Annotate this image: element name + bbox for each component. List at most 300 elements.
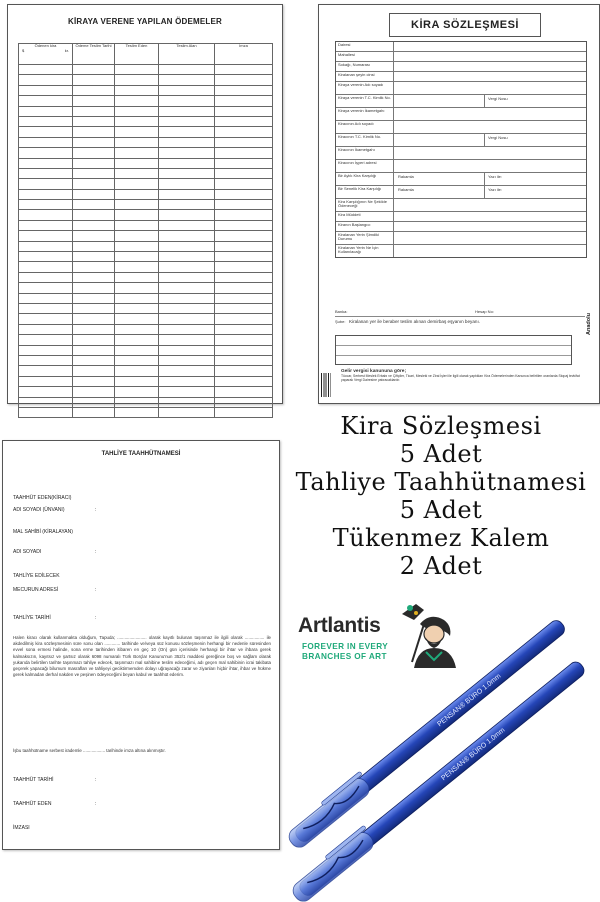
- table-row: [19, 272, 273, 282]
- contract-field-label: Dairesi: [336, 42, 394, 51]
- promo-line: Tükenmez Kalem: [332, 524, 550, 552]
- contract-field-row: [336, 245, 586, 257]
- ledger-column-header: İmza: [215, 44, 273, 65]
- ledger-cell[interactable]: [73, 85, 115, 95]
- ledger-cell[interactable]: [73, 241, 115, 251]
- ledger-cell[interactable]: [115, 283, 159, 293]
- ledger-cell[interactable]: [159, 200, 215, 210]
- field-colon: :: [95, 507, 97, 513]
- ledger-cell[interactable]: [19, 293, 73, 303]
- ledger-column-header: Teslim Eden: [115, 44, 159, 65]
- ledger-cell[interactable]: [215, 168, 273, 178]
- ledger-cell[interactable]: [19, 283, 73, 293]
- ledger-cell[interactable]: [159, 106, 215, 116]
- ledger-cell[interactable]: [159, 345, 215, 355]
- contract-field-row: [336, 222, 586, 232]
- ledger-cell[interactable]: [159, 210, 215, 220]
- ledger-cell[interactable]: [19, 252, 73, 262]
- contract-field-row: [336, 108, 586, 121]
- ledger-cell[interactable]: [159, 179, 215, 189]
- table-row: [19, 127, 273, 137]
- contract-field-label: Kiraya verenin İkametgahı: [336, 108, 394, 120]
- ledger-cell[interactable]: [115, 407, 159, 417]
- ledger-cell[interactable]: [19, 387, 73, 397]
- ledger-cell[interactable]: [115, 116, 159, 126]
- contract-field-value[interactable]: [394, 82, 586, 94]
- ledger-cell[interactable]: [115, 179, 159, 189]
- ledger-cell[interactable]: [73, 96, 115, 106]
- ledger-cell[interactable]: [115, 387, 159, 397]
- ledger-cell[interactable]: [159, 85, 215, 95]
- table-row: [19, 283, 273, 293]
- table-row: [19, 355, 273, 365]
- bank-label: Banka:: [335, 309, 348, 314]
- ledger-column-label: Ödenen kira: [34, 43, 57, 48]
- ledger-cell[interactable]: [215, 241, 273, 251]
- ledger-cell[interactable]: [159, 355, 215, 365]
- ledger-cell[interactable]: [19, 231, 73, 241]
- contract-field-label: Kiraya verenin Adı soyadı: [336, 82, 394, 94]
- evacuation-field-label: TAAHHÜT EDEN(KİRACI): [13, 495, 72, 501]
- contract-field-label: Kiracının İkametgahı: [336, 147, 394, 159]
- ledger-cell[interactable]: [159, 314, 215, 324]
- ledger-cell[interactable]: [73, 158, 115, 168]
- evacuation-field-label: TAHLİYE TARİHİ: [13, 615, 51, 621]
- ledger-cell[interactable]: [215, 252, 273, 262]
- field-colon: :: [95, 801, 97, 807]
- ledger-cell[interactable]: [215, 65, 273, 75]
- contract-field-row: [336, 42, 586, 52]
- ledger-cell[interactable]: [115, 75, 159, 85]
- ledger-cell[interactable]: [215, 96, 273, 106]
- table-row: [19, 65, 273, 75]
- ledger-cell[interactable]: [73, 220, 115, 230]
- ledger-cell[interactable]: [159, 262, 215, 272]
- ledger-cell[interactable]: [215, 148, 273, 158]
- brand-name: Anadolu: [586, 313, 592, 335]
- evacuation-bottom-label: İMZASI: [13, 825, 30, 831]
- evacuation-bottom-label: TAAHHÜT TARİHİ: [13, 777, 54, 783]
- promo-line: Tahliye Taahhütnamesi: [295, 468, 587, 496]
- ledger-cell[interactable]: [19, 314, 73, 324]
- field-colon: :: [95, 777, 97, 783]
- ledger-cell[interactable]: [19, 241, 73, 251]
- ledger-cell[interactable]: [73, 366, 115, 376]
- ledger-cell[interactable]: [19, 272, 73, 282]
- ledger-cell[interactable]: [115, 376, 159, 386]
- ledger-cell[interactable]: [73, 345, 115, 355]
- ledger-cell[interactable]: [115, 168, 159, 178]
- ledger-cell[interactable]: [73, 106, 115, 116]
- ledger-cell[interactable]: [115, 158, 159, 168]
- ledger-cell[interactable]: [115, 210, 159, 220]
- table-row: [19, 407, 273, 417]
- contract-field-label: Sokağı, Numarası: [336, 62, 394, 71]
- ledger-cell[interactable]: [215, 293, 273, 303]
- ledger-cell[interactable]: [73, 397, 115, 407]
- contract-field-label: Bir Aylık Kira Karşılığı: [336, 173, 394, 185]
- ledger-cell[interactable]: [73, 252, 115, 262]
- table-row: [19, 387, 273, 397]
- ledger-cell[interactable]: [115, 324, 159, 334]
- ledger-cell[interactable]: [159, 148, 215, 158]
- promo-line: 5 Adet: [399, 496, 483, 524]
- contract-field-value[interactable]: [394, 42, 586, 51]
- contract-field-row: [336, 212, 586, 222]
- ledger-cell[interactable]: [215, 397, 273, 407]
- ledger-cell[interactable]: [215, 262, 273, 272]
- contract-field-value[interactable]: [394, 232, 586, 244]
- ledger-cell[interactable]: [215, 355, 273, 365]
- evacuation-field-label: ADI SOYADI: [13, 549, 42, 555]
- ledger-cell[interactable]: [159, 335, 215, 345]
- table-row: [19, 303, 273, 313]
- ledger-cell[interactable]: [19, 397, 73, 407]
- contract-field-value[interactable]: [394, 199, 586, 211]
- contract-subfield-label: Yazı ile:: [488, 187, 502, 192]
- contract-field-value[interactable]: [394, 95, 586, 107]
- contract-field-row: [336, 52, 586, 62]
- table-row: [19, 189, 273, 199]
- ledger-cell[interactable]: [215, 127, 273, 137]
- ledger-cell[interactable]: [159, 387, 215, 397]
- ledger-cell[interactable]: [115, 252, 159, 262]
- ledger-column-header: [19, 44, 73, 65]
- table-row: [19, 75, 273, 85]
- ledger-cell[interactable]: [73, 376, 115, 386]
- contract-field-label: Kiracının Adı soyadı: [336, 121, 394, 133]
- ledger-cell[interactable]: [19, 200, 73, 210]
- ledger-table: [18, 43, 273, 418]
- ledger-cell[interactable]: [215, 345, 273, 355]
- table-row: [19, 85, 273, 95]
- contract-field-row: [336, 62, 586, 72]
- ledger-cell[interactable]: [215, 376, 273, 386]
- ledger-cell[interactable]: [215, 366, 273, 376]
- table-row: [19, 116, 273, 126]
- ledger-cell[interactable]: [19, 220, 73, 230]
- contract-field-label: Mahallesi: [336, 52, 394, 61]
- tax-note: [341, 369, 581, 382]
- contract-field-value[interactable]: [394, 134, 586, 146]
- contract-field-label: Kira Karşılığının Ne Şekilde Ödeneceği: [336, 199, 394, 211]
- ledger-cell[interactable]: [19, 407, 73, 417]
- promo-line: 5 Adet: [399, 440, 483, 468]
- payments-ledger-sheet: [7, 4, 283, 404]
- contract-title: KİRA SÖZLEŞMESİ: [389, 13, 541, 37]
- ledger-cell[interactable]: [19, 148, 73, 158]
- ledger-cell[interactable]: [19, 137, 73, 147]
- contract-field-value[interactable]: [394, 147, 586, 159]
- ledger-cell[interactable]: [73, 200, 115, 210]
- ledger-cell[interactable]: [19, 355, 73, 365]
- ledger-cell[interactable]: [115, 85, 159, 95]
- contract-field-row: [336, 147, 586, 160]
- contract-field-value[interactable]: [394, 121, 586, 133]
- ledger-cell[interactable]: [73, 314, 115, 324]
- rental-contract-sheet: [318, 4, 600, 404]
- ledger-cell[interactable]: [19, 345, 73, 355]
- ledger-cell[interactable]: [73, 189, 115, 199]
- ledger-cell[interactable]: [215, 387, 273, 397]
- ledger-cell[interactable]: [215, 137, 273, 147]
- brand-mark: [586, 305, 596, 335]
- ledger-column-header: Teslim Alan: [159, 44, 215, 65]
- ledger-cell[interactable]: [159, 96, 215, 106]
- ledger-cell[interactable]: [115, 220, 159, 230]
- ledger-cell[interactable]: [215, 85, 273, 95]
- ledger-cell[interactable]: [115, 106, 159, 116]
- ledger-cell[interactable]: [215, 116, 273, 126]
- table-row: [19, 148, 273, 158]
- ledger-cell[interactable]: [19, 158, 73, 168]
- ledger-cell[interactable]: [159, 303, 215, 313]
- table-row: [19, 314, 273, 324]
- ledger-cell[interactable]: [19, 262, 73, 272]
- ledger-cell[interactable]: [19, 324, 73, 334]
- ledger-cell[interactable]: [73, 231, 115, 241]
- ledger-cell[interactable]: [159, 366, 215, 376]
- contract-field-row: [336, 199, 586, 212]
- ledger-cell[interactable]: [159, 116, 215, 126]
- ledger-cell[interactable]: [73, 387, 115, 397]
- ledger-cell[interactable]: [73, 137, 115, 147]
- amount-numeric-label: Rakamla: [398, 174, 414, 179]
- contract-field-value[interactable]: [394, 52, 586, 61]
- product-contents-text: [282, 412, 600, 580]
- ledger-cell[interactable]: [115, 127, 159, 137]
- ledger-cell[interactable]: [159, 293, 215, 303]
- ledger-cell[interactable]: [115, 231, 159, 241]
- contract-field-row: [336, 186, 586, 199]
- ledger-cell[interactable]: [159, 241, 215, 251]
- table-row: [19, 366, 273, 376]
- ledger-cell[interactable]: [19, 116, 73, 126]
- evacuation-field-label: ADI SOYADI (ÜNVANI): [13, 507, 65, 513]
- ledger-cell[interactable]: [115, 137, 159, 147]
- ledger-cell[interactable]: [159, 220, 215, 230]
- ledger-cell[interactable]: [73, 210, 115, 220]
- delivered-items-label: Kiralanan yer ile beraber teslim alınan demirbaş eşyanın beyanı.: [349, 319, 480, 324]
- ledger-cell[interactable]: [115, 65, 159, 75]
- ledger-cell[interactable]: [19, 168, 73, 178]
- ledger-cell[interactable]: [19, 179, 73, 189]
- contract-field-value[interactable]: [394, 72, 586, 81]
- ledger-cell[interactable]: [159, 252, 215, 262]
- ledger-cell[interactable]: [159, 397, 215, 407]
- promo-line: Kira Sözleşmesi: [340, 412, 542, 440]
- ledger-cell[interactable]: [215, 106, 273, 116]
- ledger-cell[interactable]: [73, 355, 115, 365]
- evacuation-body: Halen kiracı olarak kullanmakta olduğum, Tapuda; ........................ olarak kayıtlı bulunan taşınmaz ile ilgili olarak ................ ile akdedilmiş kira sözleşmesinin süre sonu olan ............. tarihinde ve/veya süz konusu sözleşmenin herhangi bir nedenle süresinden evvel sona ermesi halinde, sona erme tarihinden itibaren en geç 10 (On) gün içerisinde herhangi bir ihtar ve ihbara gerek kalmaksızın, kayıtsız ve şartsız olarak 6098 numaralı Türk Borçlar Kanunu'nun 352/1 maddesi gereğince boş ve sağlam olarak yukarıda belirtilen tarihte taşınmazı tahliye edecek, taşınmazı mal sahibine teslim edeceğimi, adı geçen mal sahibinin icrai takibata geçerek yapacağı bilumum masrafları ve tahliyeyi geciktirmemden dolayı uğrayacağı zarar ve ziyanları hiçbir ihtar, ihbar ve hükme gerek kalmadan derhal nakden ve peşinen ödeyeceğimi beyan kabul ve taahhüt ederim.: [13, 635, 271, 678]
- table-row: [19, 231, 273, 241]
- ledger-cell[interactable]: [159, 231, 215, 241]
- field-colon: :: [95, 615, 97, 621]
- ledger-cell[interactable]: [159, 158, 215, 168]
- ledger-cell[interactable]: [215, 210, 273, 220]
- ledger-cell[interactable]: [73, 75, 115, 85]
- table-row: [19, 106, 273, 116]
- contract-field-label: Kiralanan Yerin Şimdiki Durumu: [336, 232, 394, 244]
- ledger-cell[interactable]: [73, 127, 115, 137]
- ledger-cell[interactable]: [115, 293, 159, 303]
- ledger-cell[interactable]: [19, 376, 73, 386]
- ledger-cell[interactable]: [115, 272, 159, 282]
- table-row: [19, 220, 273, 230]
- contract-field-value[interactable]: [394, 245, 586, 257]
- contract-field-row: [336, 121, 586, 134]
- ledger-cell[interactable]: [73, 272, 115, 282]
- ledger-cell[interactable]: [159, 189, 215, 199]
- ledger-cell[interactable]: [19, 366, 73, 376]
- logo-tagline-2: BRANCHES OF ART: [302, 652, 387, 661]
- ledger-cell[interactable]: [215, 158, 273, 168]
- contract-subfield-label: Vergi Nosu: [488, 96, 508, 101]
- ledger-cell[interactable]: [115, 262, 159, 272]
- ledger-column-header: Ödeme Teslim Tarihi: [73, 44, 115, 65]
- ledger-cell[interactable]: [215, 189, 273, 199]
- ledger-cell[interactable]: [19, 65, 73, 75]
- ledger-cell[interactable]: [215, 231, 273, 241]
- ledger-cell[interactable]: [115, 148, 159, 158]
- ledger-cell[interactable]: [159, 168, 215, 178]
- ledger-cell[interactable]: [115, 397, 159, 407]
- ledger-cell[interactable]: [159, 65, 215, 75]
- ledger-cell[interactable]: [19, 210, 73, 220]
- contract-field-label: Kiranın Başlangıcı: [336, 222, 394, 231]
- ledger-cell[interactable]: [115, 335, 159, 345]
- ledger-cell[interactable]: [159, 75, 215, 85]
- ledger-cell[interactable]: [19, 96, 73, 106]
- ledger-cell[interactable]: [215, 272, 273, 282]
- ballpoint-pens: [280, 576, 600, 902]
- ledger-cell[interactable]: [73, 179, 115, 189]
- ledger-cell[interactable]: [115, 366, 159, 376]
- ledger-cell[interactable]: [73, 65, 115, 75]
- ledger-cell[interactable]: [115, 241, 159, 251]
- ledger-cell[interactable]: [215, 314, 273, 324]
- ledger-cell[interactable]: [215, 200, 273, 210]
- ledger-cell[interactable]: [115, 200, 159, 210]
- contract-field-value[interactable]: [394, 62, 586, 71]
- contract-field-row: [336, 173, 586, 186]
- ledger-cell[interactable]: [115, 189, 159, 199]
- contract-field-label: Kiraya verenin T.C. Kimlik No.: [336, 95, 394, 107]
- ledger-cell[interactable]: [73, 148, 115, 158]
- ledger-cell[interactable]: [215, 335, 273, 345]
- ledger-cell[interactable]: [115, 96, 159, 106]
- ledger-cell[interactable]: [19, 189, 73, 199]
- table-row: [19, 168, 273, 178]
- table-row: [19, 345, 273, 355]
- currency-mark: kr.: [64, 48, 69, 54]
- ledger-cell[interactable]: [115, 345, 159, 355]
- contract-field-value[interactable]: [394, 186, 586, 198]
- ledger-cell[interactable]: [19, 303, 73, 313]
- pen-2-label: PENSAN® BÜRO 1.0mm: [440, 726, 507, 783]
- table-row: [19, 335, 273, 345]
- ledger-cell[interactable]: [159, 376, 215, 386]
- field-colon: :: [95, 549, 97, 555]
- ledger-cell[interactable]: [73, 303, 115, 313]
- ledger-cell[interactable]: [19, 75, 73, 85]
- contract-field-label: Kira Müddeti: [336, 212, 394, 221]
- ledger-cell[interactable]: [19, 106, 73, 116]
- ledger-title: KİRAYA VERENE YAPILAN ÖDEMELER: [67, 17, 223, 26]
- ledger-cell[interactable]: [215, 283, 273, 293]
- promo-line: 2 Adet: [399, 552, 483, 580]
- contract-field-value[interactable]: [394, 173, 586, 185]
- ledger-cell[interactable]: [215, 324, 273, 334]
- contract-form: [335, 41, 587, 258]
- ledger-cell[interactable]: [73, 407, 115, 417]
- table-row: [19, 179, 273, 189]
- ledger-cell[interactable]: [73, 168, 115, 178]
- ledger-cell[interactable]: [115, 355, 159, 365]
- ledger-cell[interactable]: [215, 303, 273, 313]
- contract-field-row: [336, 232, 586, 245]
- table-row: [19, 376, 273, 386]
- ledger-cell[interactable]: [215, 220, 273, 230]
- contract-field-value[interactable]: [394, 108, 586, 120]
- ledger-cell[interactable]: [159, 324, 215, 334]
- table-row: [19, 96, 273, 106]
- amount-numeric-label: Rakamla: [398, 187, 414, 192]
- table-row: [19, 262, 273, 272]
- ledger-cell[interactable]: [159, 407, 215, 417]
- ledger-cell[interactable]: [159, 272, 215, 282]
- ledger-cell[interactable]: [73, 283, 115, 293]
- contract-subfield-label: Yazı ile:: [488, 174, 502, 179]
- ledger-cell[interactable]: [19, 335, 73, 345]
- ledger-cell[interactable]: [115, 303, 159, 313]
- ledger-cell[interactable]: [159, 127, 215, 137]
- contract-field-value[interactable]: [394, 160, 586, 172]
- contract-field-label: Kiralanan şeyin cinsi: [336, 72, 394, 81]
- ledger-cell[interactable]: [19, 127, 73, 137]
- ledger-cell[interactable]: [115, 314, 159, 324]
- ledger-cell[interactable]: [215, 179, 273, 189]
- ledger-cell[interactable]: [73, 116, 115, 126]
- ledger-header-row: [19, 44, 273, 65]
- ledger-cell[interactable]: [73, 262, 115, 272]
- barcode-icon: [321, 373, 331, 397]
- table-row: [19, 324, 273, 334]
- currency-mark: $: [22, 48, 25, 54]
- logo-name: Artlantis: [298, 614, 381, 637]
- ledger-cell[interactable]: [159, 283, 215, 293]
- contract-field-value[interactable]: [394, 222, 586, 231]
- evacuation-field-label: TAHLİYE EDİLECEK: [13, 573, 60, 579]
- evacuation-bottom-label: TAAHHÜT EDEN: [13, 801, 52, 807]
- ledger-cell[interactable]: [19, 85, 73, 95]
- contract-field-row: [336, 82, 586, 95]
- ledger-cell[interactable]: [215, 75, 273, 85]
- ledger-cell[interactable]: [73, 293, 115, 303]
- contract-field-value[interactable]: [394, 212, 586, 221]
- evacuation-title: TAHLİYE TAAHHÜTNAMESİ: [101, 451, 181, 457]
- ledger-cell[interactable]: [215, 407, 273, 417]
- contract-field-label: Kiralanan Yerin Ne İçin Kullanılacağı: [336, 245, 394, 257]
- ledger-cell[interactable]: [73, 324, 115, 334]
- ledger-cell[interactable]: [73, 335, 115, 345]
- tax-note-text: Tüccar, Serbest Meslek Erbabı ve Çiftçiler, Ticari, Mesleki ve Zirai İşleri ile ilgili olarak yaptıkları Kira Ödemelerinden Kanunca belirtilen oranlarda Stopaj tevkifat yaparak Vergi Dairesine yatıracaklardır.: [341, 374, 580, 382]
- table-row: [19, 241, 273, 251]
- contract-field-row: [336, 95, 586, 108]
- table-row: [19, 293, 273, 303]
- ledger-cell[interactable]: [159, 137, 215, 147]
- contract-field-label: Bir Senelik Kira Karşılığı: [336, 186, 394, 198]
